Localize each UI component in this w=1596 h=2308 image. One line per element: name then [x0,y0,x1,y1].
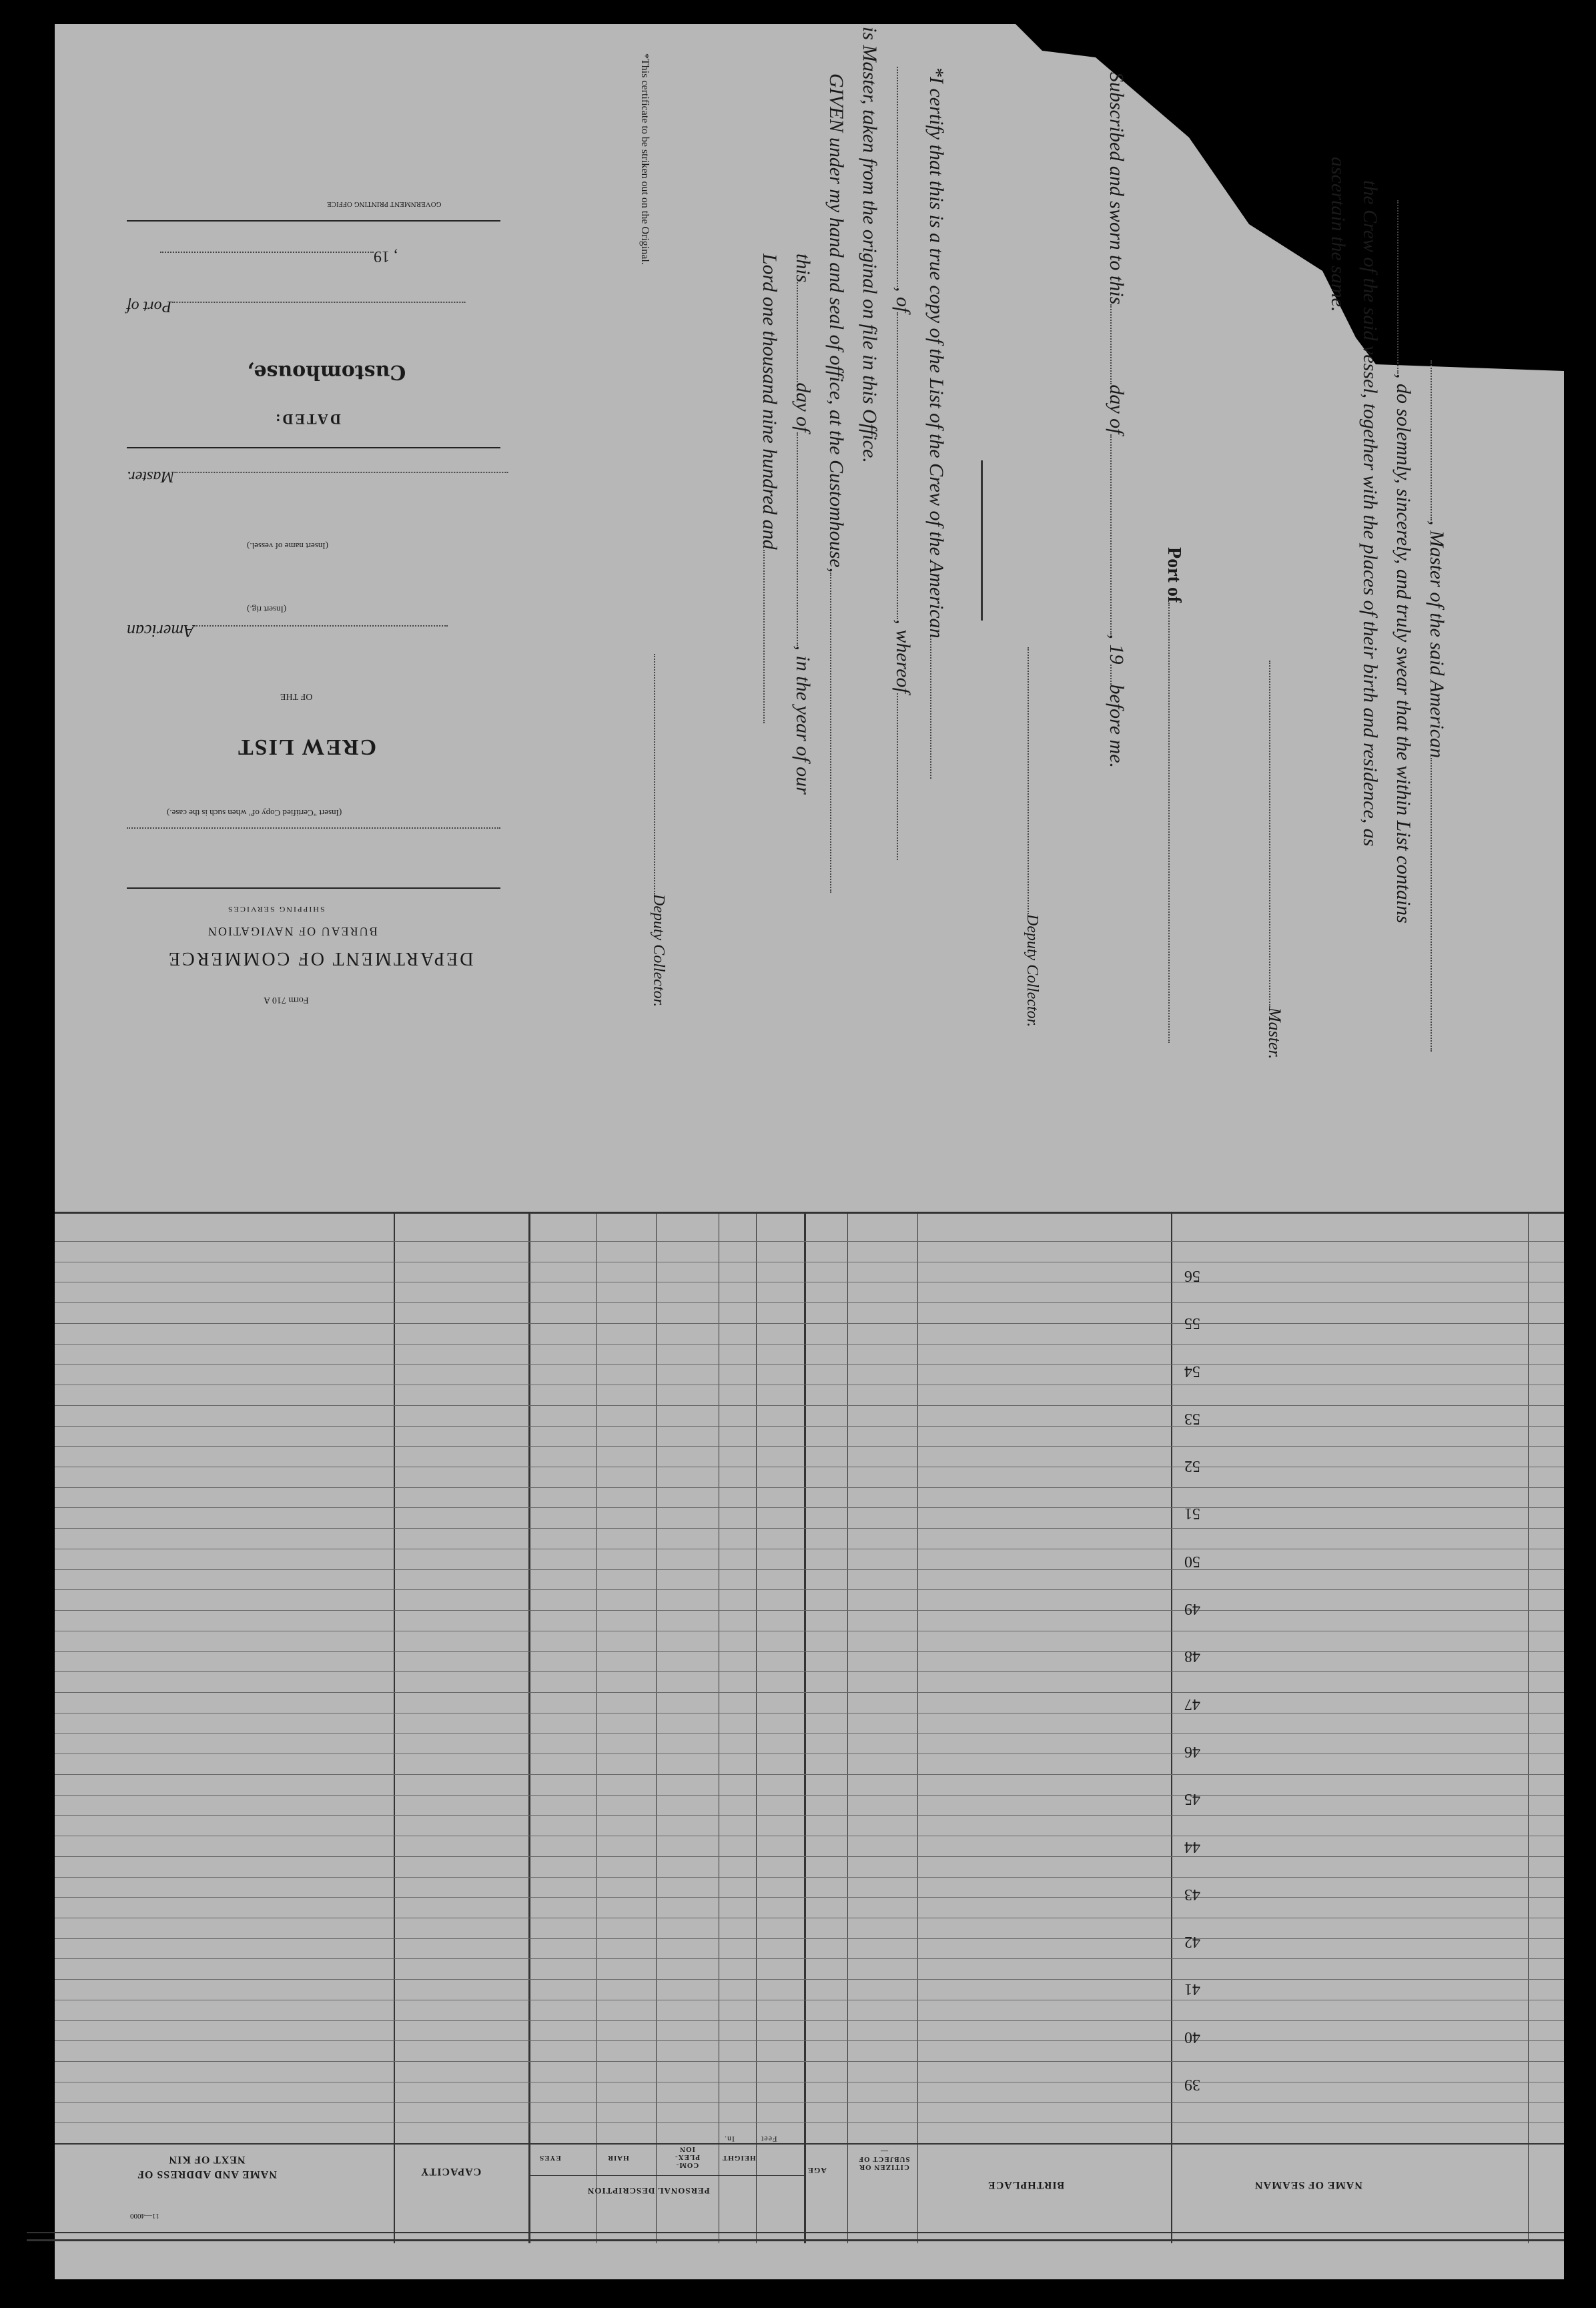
back-master-line: Master. [127,467,508,485]
col-line [1528,1212,1529,2243]
table-row-line [55,1426,1564,1427]
col-line [847,1212,848,2243]
table-row-line [55,1815,1564,1816]
header-height: HEIGHT [722,2154,756,2162]
row-number: 42 [1184,1933,1200,1950]
header-eyes: EYES [539,2154,561,2162]
cert-line-1: *I certify that this is a true copy of the List of the Crew of the American [925,67,947,779]
oath-deputy-collector: Deputy Collector. [1023,647,1041,1027]
row-number: 49 [1184,1600,1200,1617]
table-row-line [55,1938,1564,1939]
row-number: 48 [1184,1647,1200,1665]
cert-line-2: , of, whereof [891,67,914,860]
col-line [656,1212,657,2243]
back-of-the: OF THE [280,691,313,701]
print-code: 11—4000 [130,2212,159,2220]
table-row-line [55,1241,1564,1242]
table-row-line [55,1446,1564,1447]
bottom-rule-1 [27,2232,1564,2233]
oath-line-3: the Crew of the said vessel, together with the places of their birth and residence, as [1359,180,1381,847]
back-american-line: American [127,621,448,641]
cert-deputy-collector: Deputy Collector. [649,654,667,1007]
oath-line-2: , do solemnly, sincerely, and truly swear that the within List contains [1392,200,1415,923]
back-certified-note: (Insert "Certified Copy of" when such is the case.) [167,808,342,818]
cert-line-6: Lord one thousand nine hundred and [758,254,781,723]
row-number: 40 [1184,2028,1200,2046]
row-number: 51 [1184,1505,1200,1522]
header-complexion: COM-PLEX-ION [675,2145,700,2169]
table-row-line [55,1323,1564,1324]
back-port-line: Port of [127,297,465,315]
back-dated: DATED: [274,411,341,428]
oath-master-line: Master. [1264,661,1284,1059]
table-row-line [55,1958,1564,1959]
row-number: 45 [1184,1790,1200,1808]
header-age: AGE [807,2166,827,2175]
col-line [394,1212,395,2243]
row-number: 47 [1184,1695,1200,1713]
printer-imprint: GOVERNMENT PRINTING OFFICE [327,200,442,208]
back-customhouse: Customhouse, [247,360,406,384]
table-row-line [55,1877,1564,1878]
table-row-line [55,1487,1564,1488]
bottom-rule-2 [27,2239,1564,2241]
back-date-line: , 19 [160,247,398,265]
oath-line-1: , Master of the said American [1425,360,1448,1052]
table-row-line [55,1671,1564,1672]
cert-line-4: GIVEN under my hand and seal of office, at the Customhouse, [825,73,847,893]
row-number: 52 [1184,1457,1200,1475]
col-line [804,1212,806,2243]
row-number: 44 [1184,1838,1200,1856]
row-number: 54 [1184,1363,1200,1380]
row-number: 50 [1184,1553,1200,1570]
header-feet: Feet [761,2135,777,2144]
table-row-line [55,1405,1564,1406]
back-service: SHIPPING SERVICES [227,905,325,914]
table-row-line [55,1774,1564,1775]
cert-line-3: is Master, taken from the original on file in this Office. [859,27,881,463]
oath-line-4: ascertain the same. [1327,157,1349,312]
cert-footnote: *This certificate to be striken out on the Original. [639,53,651,265]
back-title: CREW LIST [237,735,377,759]
row-number: 56 [1184,1267,1200,1284]
table-row-line [55,1569,1564,1570]
back-insert-rig: (Insert rig.) [247,605,287,615]
table-row-line [55,2040,1564,2041]
col-line [528,1212,530,2243]
row-number: 39 [1184,2076,1200,2093]
header-personal-description: PERSONAL DESCRIPTION [587,2186,710,2196]
table-row-line [55,2102,1564,2103]
personal-desc-line [528,2175,806,2176]
table-row-line [55,2061,1564,2062]
header-hair: HAIR [607,2154,629,2162]
back-bureau: BUREAU OF NAVIGATION [207,925,378,938]
table-row-line [55,1979,1564,1980]
rule-top [127,220,500,222]
back-insert-vessel: (Insert name of vessel.) [247,541,329,551]
table-row-line [55,1651,1564,1652]
cert-line-5: thisday of, in the year of our [792,254,814,795]
table-row-line [55,1733,1564,1734]
table-row-line [55,1302,1564,1303]
header-name-of-seaman: NAME OF SEAMAN [1254,2179,1362,2191]
table-row-line [55,1795,1564,1796]
table-row-line [55,1364,1564,1365]
col-line [917,1212,918,2243]
col-line [756,1212,757,2243]
table-row-line [55,1528,1564,1529]
rule-lower [127,887,500,889]
divider-short [981,460,983,621]
row-number: 46 [1184,1743,1200,1760]
table-row-line [55,1610,1564,1611]
table-top-border [55,1212,1564,1214]
header-birthplace: BIRTHPLACE [987,2179,1065,2191]
table-row-line [55,1589,1564,1590]
header-top-line [55,2143,1564,2145]
header-next-of-kin: NAME AND ADDRESS OF NEXT OF KIN [137,2154,277,2180]
rule-mid [127,447,500,448]
row-number: 43 [1184,1886,1200,1903]
back-form-no: Form 710 A [264,995,309,1005]
table-row-line [55,1856,1564,1857]
back-dept: DEPARTMENT OF COMMERCE [167,948,474,969]
header-inches: In. [724,2135,735,2144]
col-line [1171,1212,1172,2243]
rule-dotted [127,827,500,829]
header-citizen: CITIZEN OR SUBJECT OF— [858,2147,910,2171]
oath-port-line: Port of [1163,547,1184,1043]
oath-subscribed-line: Subscribed and sworn to thisday of, 19before me. [1106,72,1128,769]
header-capacity: CAPACITY [420,2166,482,2177]
table-row-line [55,2020,1564,2021]
row-number: 41 [1184,1980,1200,1998]
table-row-line [55,1507,1564,1508]
table-row-line [55,1692,1564,1693]
row-number: 53 [1184,1410,1200,1427]
row-number: 55 [1184,1314,1200,1332]
table-row-line [55,1897,1564,1898]
